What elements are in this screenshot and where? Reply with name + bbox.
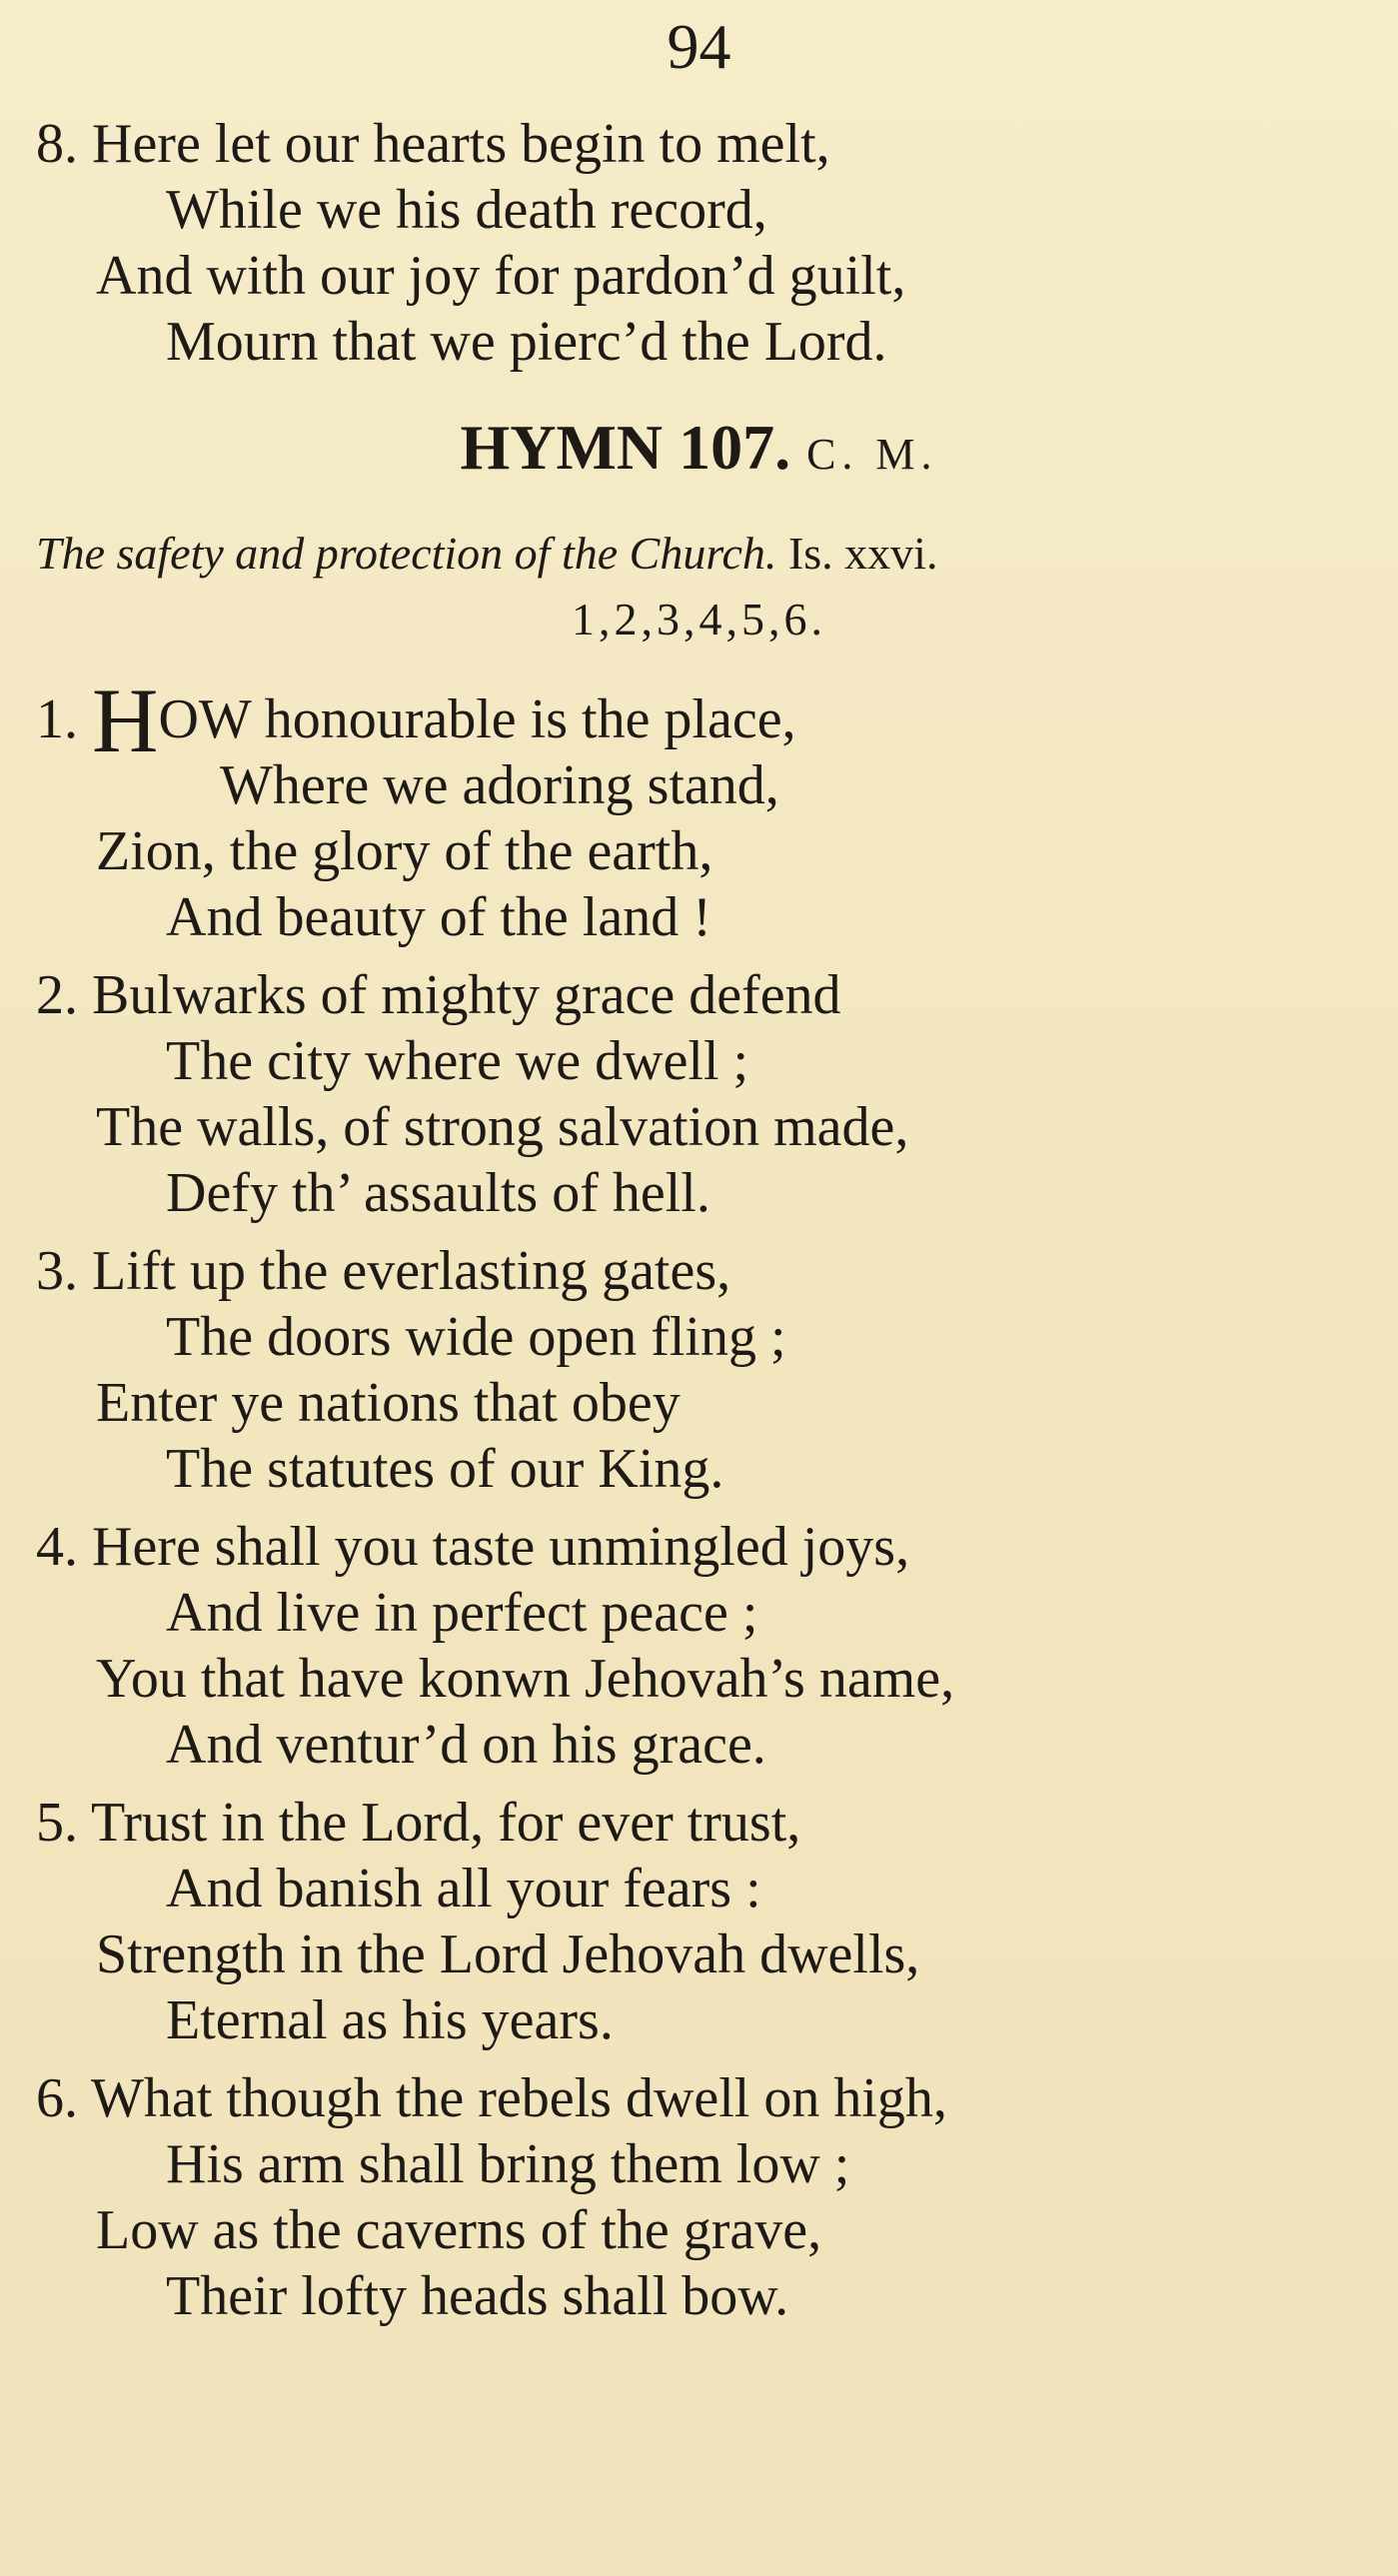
verse-line: Eternal as his years. [166,1989,614,2051]
verse-line: While we his death record, [166,179,767,241]
verse-line: Where we adoring stand, [220,754,779,816]
page-number: 94 [667,11,731,82]
verse-line [36,1239,730,1303]
verse-text: Here let our hearts begin to melt, [92,113,830,175]
verse-number: 4. [36,1516,78,1578]
verse-text: Bulwarks of mighty grace defend [92,964,841,1026]
verse-number: 3. [36,1240,78,1302]
verse-line: Defy th’ assaults of hell. [166,1162,710,1224]
verse-line: And live in perfect peace ; [166,1582,758,1644]
drop-cap: H [92,669,159,771]
verse-line [36,963,841,1027]
verse-line: The doors wide open fling ; [166,1306,786,1368]
verse-number: 6. [36,2067,78,2129]
verse-line: You that have konwn Jehovah’s name, [96,1648,955,1710]
hymn-subtitle-text: The safety and protection of the Church. [36,528,777,579]
hymn-subtitle [36,526,937,582]
verse-line [36,1515,909,1579]
hymn-meter: C. M. [806,430,938,479]
verse-text: OW honourable is the place, [158,688,796,750]
verse-line: The walls, of strong salvation made, [96,1096,909,1158]
verse-line: Mourn that we pierc’d the Lord. [166,311,887,373]
verse-line [36,669,796,771]
verse-line: And with our joy for pardon’d guilt, [96,245,906,307]
verse-text: Lift up the everlasting gates, [92,1240,731,1302]
verse-line: And ventur’d on his grace. [166,1714,766,1776]
verse-line: His arm shall bring them low ; [166,2133,850,2195]
verse-number: 1. [36,688,78,750]
verse-line [36,112,830,176]
verse-line: Zion, the glory of the earth, [96,820,713,882]
verse-line: The statutes of our King. [166,1438,724,1500]
verse-line [36,2066,947,2130]
scripture-reference: Is. xxvi. [787,528,938,579]
verse-number: 2. [36,964,78,1026]
verse-line: And banish all your fears : [166,1858,761,1920]
verse-references: 1,2,3,4,5,6. [572,594,826,644]
verse-number: 5. [36,1792,78,1854]
verse-line: Enter ye nations that obey [96,1372,681,1434]
verse-line: The city where we dwell ; [166,1030,749,1092]
hymn-title [0,412,1398,491]
verse-text: What though the rebels dwell on high, [91,2067,947,2129]
verse-number: 8. [36,113,78,175]
verse-line: Strength in the Lord Jehovah dwells, [96,1924,920,1985]
verse-line: And beauty of the land ! [166,886,711,948]
verse-line [36,1791,800,1855]
verse-line: Low as the caverns of the grave, [96,2199,822,2261]
verse-text: Trust in the Lord, for ever trust, [91,1792,801,1854]
hymn-number: HYMN 107. [460,412,791,483]
verse-line: Their lofty heads shall bow. [166,2265,789,2327]
verse-text: Here shall you taste unmingled joys, [92,1516,910,1578]
